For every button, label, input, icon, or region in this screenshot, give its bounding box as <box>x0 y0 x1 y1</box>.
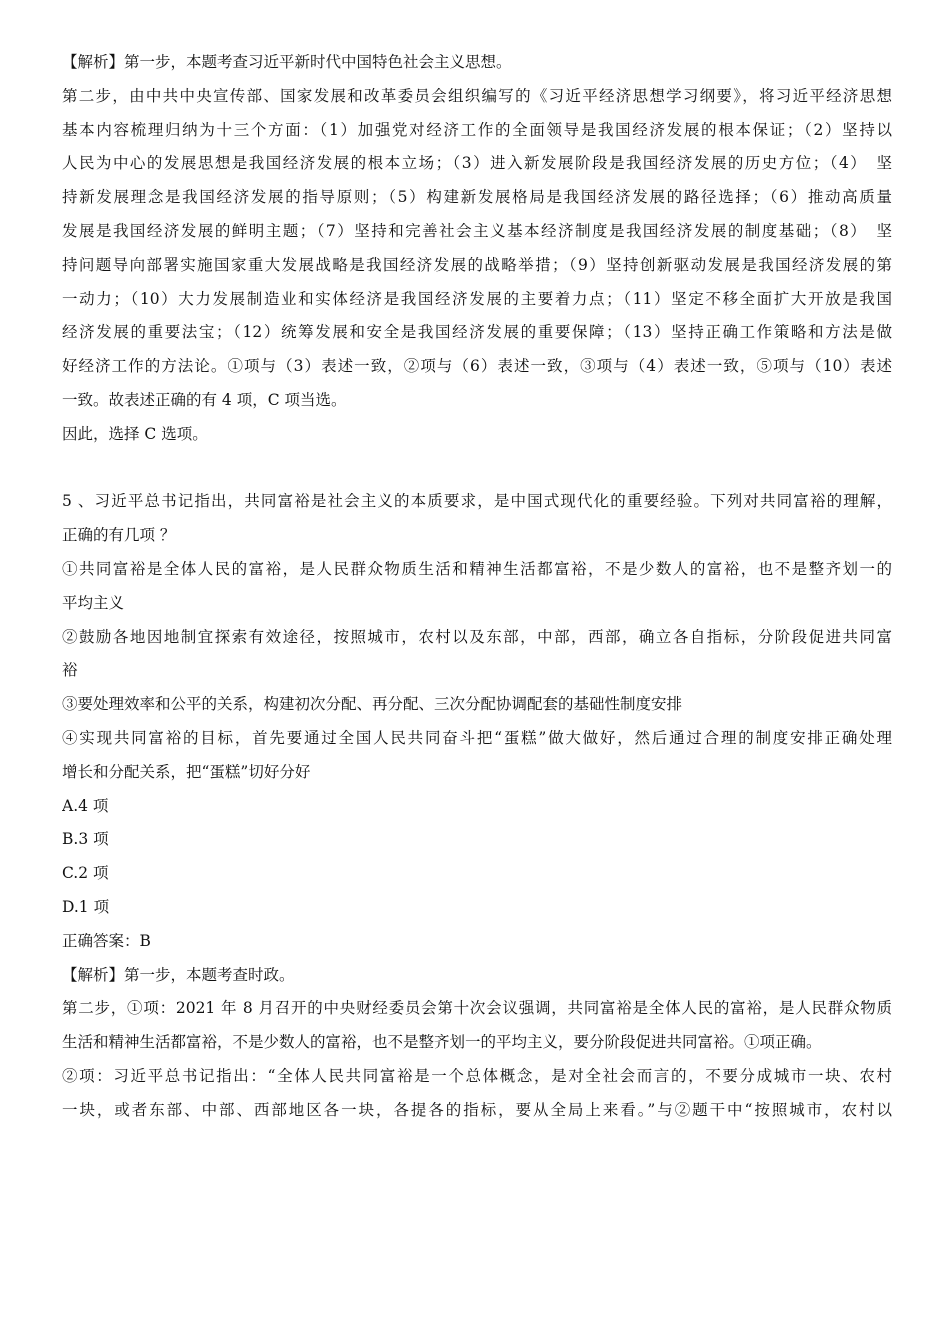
option-c: C.2 项 <box>62 864 109 883</box>
correct-answer: 正确答案：B <box>62 931 151 950</box>
statement-4-line: ④实现共同富裕的目标，首先要通过全国人民共同奋斗把“蛋糕”做大做好，然后通过合理的制度安排正确处理 <box>62 728 892 747</box>
statement-1-line: ①共同富裕是全体人民的富裕，是人民群众物质生活和精神生活都富裕，不是少数人的富裕，也不是整齐划一的 <box>62 559 892 578</box>
option-d: D.1 项 <box>62 897 110 916</box>
question-stem-line: 5 、习近平总书记指出，共同富裕是社会主义的本质要求，是中国式现代化的重要经验。下列对共同富裕的理解， <box>62 492 892 511</box>
analysis-text-line: 经济发展的重要法宝；（12）统筹发展和安全是我国经济发展的重要保障；（13）坚持正确工作策略和方法是做 <box>62 323 892 342</box>
analysis-section-question-5 <box>62 959 892 1128</box>
statement-2-line: ②鼓励各地因地制宜探索有效途径，按照城市，农村以及东部，中部，西部，确立各自指标，分阶段促进共同富 <box>62 627 892 646</box>
analysis-text-line: 发展是我国经济发展的鲜明主题；（7）坚持和完善社会主义基本经济制度是我国经济发展的制度基础；（8） 坚 <box>62 221 892 240</box>
statement-3-line: ③要处理效率和公平的关系，构建初次分配、再分配、三次分配协调配套的基础性制度安排 <box>62 695 683 714</box>
option-a: A.4 项 <box>62 796 109 815</box>
analysis-text-line: 持新发展理念是我国经济发展的指导原则；（5）构建新发展格局是我国经济发展的路径选择；（6）推动高质量 <box>62 188 892 207</box>
analysis-heading-line: 【解析】第一步，本题考查习近平新时代中国特色社会主义思想。 <box>62 53 512 71</box>
analysis-text-line: 一块，或者东部、中部、西部地区各一块，各提各的指标，要从全局上来看。”与②题干中“按照城市，农村以 <box>62 1100 892 1119</box>
question-stem-line: 正确的有几项 ？ <box>62 526 176 545</box>
analysis-text-line: ②项：习近平总书记指出：“全体人民共同富裕是一个总体概念，是对全社会而言的，不要分成城市一块、农村 <box>62 1066 892 1085</box>
analysis-section-question-4 <box>62 46 892 452</box>
analysis-conclusion-line: 因此，选择 C 选项。 <box>62 424 208 443</box>
analysis-text-line: 人民为中心的发展思想是我国经济发展的根本立场；（3）进入新发展阶段是我国经济发展的历史方位；（4） 坚 <box>62 154 892 173</box>
analysis-text-line: 第二步，①项：2021 年 8 月召开的中央财经委员会第十次会议强调，共同富裕是全体人民的富裕，是人民群众物质 <box>62 999 892 1018</box>
analysis-text-line: 第二步，由中共中央宣传部、国家发展和改革委员会组织编写的《习近平经济思想学习纲要》，将习近平经济思想 <box>62 86 892 105</box>
statement-2-line: 裕 <box>62 661 78 680</box>
analysis-text-line: 一致。故表述正确的有 4 项，C 项当选。 <box>62 390 347 409</box>
document-page <box>62 46 892 1128</box>
statement-4-line: 增长和分配关系，把“蛋糕”切好分好 <box>62 762 311 781</box>
analysis-heading-line: 【解析】第一步，本题考查时政。 <box>62 965 295 984</box>
analysis-text-line: 生活和精神生活都富裕，不是少数人的富裕，也不是整齐划一的平均主义，要分阶段促进共同富裕。①项正确。 <box>62 1033 822 1052</box>
question-5 <box>62 485 892 958</box>
analysis-text-line: 持问题导向部署实施国家重大发展战略是我国经济发展的战略举措；（9）坚持创新驱动发展是我国经济发展的第 <box>62 255 892 274</box>
section-spacer <box>62 452 892 486</box>
statement-1-line: 平均主义 <box>62 593 125 612</box>
option-b: B.3 项 <box>62 830 109 849</box>
analysis-text-line: 好经济工作的方法论。①项与（3）表述一致，②项与（6）表述一致，③项与（4）表述一致，⑤项与（10）表述 <box>62 357 892 376</box>
analysis-text-line: 一动力；（10）大力发展制造业和实体经济是我国经济发展的主要着力点；（11）坚定不移全面扩大开放是我国 <box>62 289 892 308</box>
analysis-text-line: 基本内容梳理归纳为十三个方面：（1）加强党对经济工作的全面领导是我国经济发展的根本保证；（2）坚持以 <box>62 120 892 139</box>
